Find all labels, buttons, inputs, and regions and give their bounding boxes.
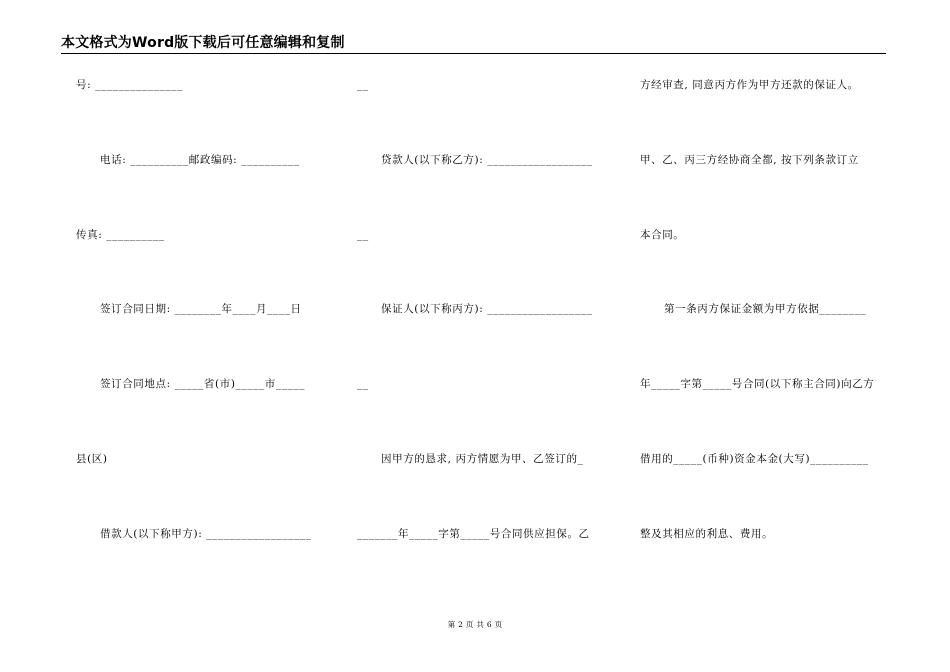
text-line: 保证人(以下称丙方): __________________: [381, 303, 593, 315]
header-divider: [61, 53, 886, 54]
text-line: 因甲方的恳求, 丙方情愿为甲、乙签订的_: [381, 453, 584, 465]
text-line: 整及其相应的利息、费用。: [640, 528, 774, 540]
text-line: 签订合同地点: _____省(市)_____市_____: [100, 378, 306, 390]
text-line: 第一条丙方保证金额为甲方依据________: [664, 303, 867, 315]
text-line: 电话: __________邮政编码: __________: [100, 154, 300, 166]
document-header-title: 本文格式为Word版下载后可任意编辑和复制: [61, 35, 345, 51]
text-line: 年_____字第_____号合同(以下称主合同)向乙方: [640, 378, 875, 390]
text-line: __: [357, 378, 369, 390]
text-line: 借款人(以下称甲方): __________________: [100, 528, 312, 540]
text-line: __: [357, 229, 369, 241]
text-line: 甲、乙、丙三方经协商全都, 按下列条款订立: [640, 154, 859, 166]
text-line: 方经审查, 同意丙方作为甲方还款的保证人。: [640, 79, 859, 91]
text-line: __: [357, 79, 369, 91]
text-line: 本合同。: [640, 229, 685, 241]
text-line: 签订合同日期: ________年____月____日: [100, 303, 302, 315]
page-number-footer: 第 2 页 共 6 页: [447, 620, 503, 629]
text-line: 贷款人(以下称乙方): __________________: [381, 154, 593, 166]
text-line: 传真: __________: [76, 229, 165, 241]
text-line: 县(区): [76, 453, 108, 465]
text-line: 号: _______________: [76, 79, 183, 91]
text-line: 借用的_____(币种)资金本金(大写)__________: [640, 453, 869, 465]
text-line: _______年_____字第_____号合同供应担保。乙: [357, 528, 590, 540]
